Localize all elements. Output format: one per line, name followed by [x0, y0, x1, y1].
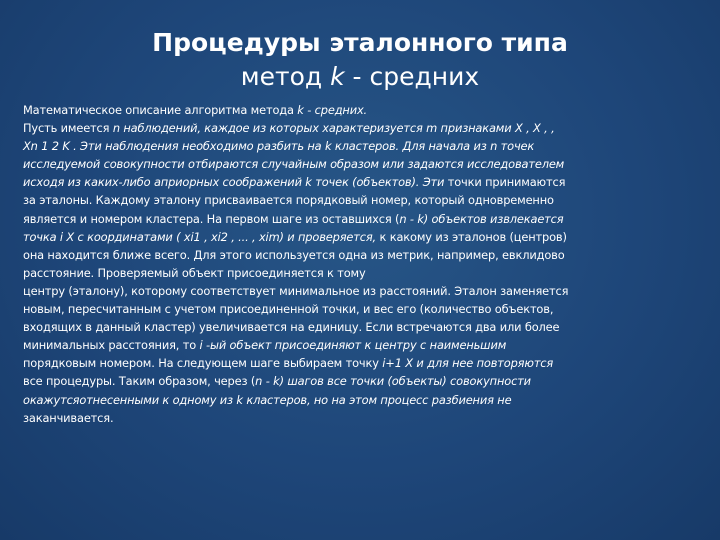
body-line-segment: точки принимаются [447, 175, 566, 190]
body-line [23, 191, 703, 209]
body-line-segment: новым, пересчитанным с учетом присоединенной точки, и вес его (количество объектов, [23, 302, 554, 317]
body-line [23, 119, 703, 137]
body-line-segment: исходя из каких-либо априорных соображений [23, 175, 306, 190]
body-line [23, 282, 703, 300]
body-line [23, 318, 703, 336]
body-line [23, 155, 703, 173]
body-line-segment: i -ый объект присоединяют к центру с наименьшим [199, 338, 507, 353]
slide-body-text [23, 101, 703, 427]
body-line-segment: n наблюдений, каждое из которых характеризуется m признаками X , X , , [112, 121, 555, 136]
body-line [23, 173, 703, 191]
body-line-segment: исследуемой совокупности отбираются случайным образом или задаются исследователем [23, 157, 565, 172]
title-main: Процедуры эталонного типа [152, 28, 568, 57]
body-line-segment: Пусть имеется [23, 121, 113, 136]
body-line-segment: к какому из эталонов (центров) [379, 229, 567, 244]
body-line-segment: n - k) объектов извлекается [399, 211, 564, 226]
body-line [23, 228, 703, 246]
body-line-segment: окажутсяотнесенными к одному из [23, 392, 237, 407]
body-line-segment: она находится ближе всего. Для этого используется одна из метрик, например, евклидово [23, 247, 565, 262]
body-line-segment: точка i X с координатами ( xi1 , xi2 , ... , xim) и проверяется, [23, 229, 380, 244]
slide-title [0, 26, 720, 94]
body-line-segment: за эталоны. Каждому эталону присваивается порядковый номер, который одновременно [23, 193, 554, 208]
body-line-segment: центру (эталону), которому соответствует минимальное из расстояний. Эталон заменяется [23, 283, 569, 298]
body-line [23, 101, 703, 119]
title-subtitle [0, 60, 720, 94]
body-line-segment: k - средних. [297, 103, 368, 117]
body-line-segment: n - k) шагов все точки (объекты) совокупности [255, 374, 531, 389]
body-line-segment: расстояние. Проверяемый объект присоединяется к тому [23, 265, 366, 280]
body-line-segment: является и номером кластера. На первом шаге из оставшихся ( [23, 211, 400, 226]
body-line [23, 210, 703, 228]
body-line [23, 372, 703, 390]
body-line-segment: входящих в данный кластер) увеличивается на единицу. Если встречаются два или более [23, 320, 560, 335]
body-line-segment: Xn 1 2 K . Эти наблюдения необходимо разбить на k кластеров. Для начала из n точек [23, 139, 535, 154]
body-line [23, 137, 703, 155]
title-subtitle-prefix: метод [240, 62, 331, 91]
title-subtitle-suffix: - средних [344, 62, 480, 91]
body-line [23, 391, 703, 409]
body-line-segment: i+1 X и для нее повторяются [382, 356, 554, 371]
body-line [23, 246, 703, 264]
title-subtitle-k: k [330, 62, 345, 91]
body-line [23, 264, 703, 282]
body-line [23, 409, 703, 427]
body-line-segment: минимальных расстояния, то [23, 338, 200, 353]
body-line-segment: порядковым номером. На следующем шаге выбираем точку [23, 356, 383, 371]
body-line [23, 336, 703, 354]
body-line-segment: k кластеров, но на этом процесс разбиения не [236, 392, 512, 407]
body-line-segment: все процедуры. Таким образом, через ( [23, 374, 256, 389]
body-line-segment: Математическое описание алгоритма метода [23, 103, 298, 117]
body-line [23, 354, 703, 372]
body-line-segment: k точек (объектов). Эти [305, 175, 448, 190]
body-line [23, 300, 703, 318]
body-line-segment: заканчивается. [23, 410, 114, 425]
